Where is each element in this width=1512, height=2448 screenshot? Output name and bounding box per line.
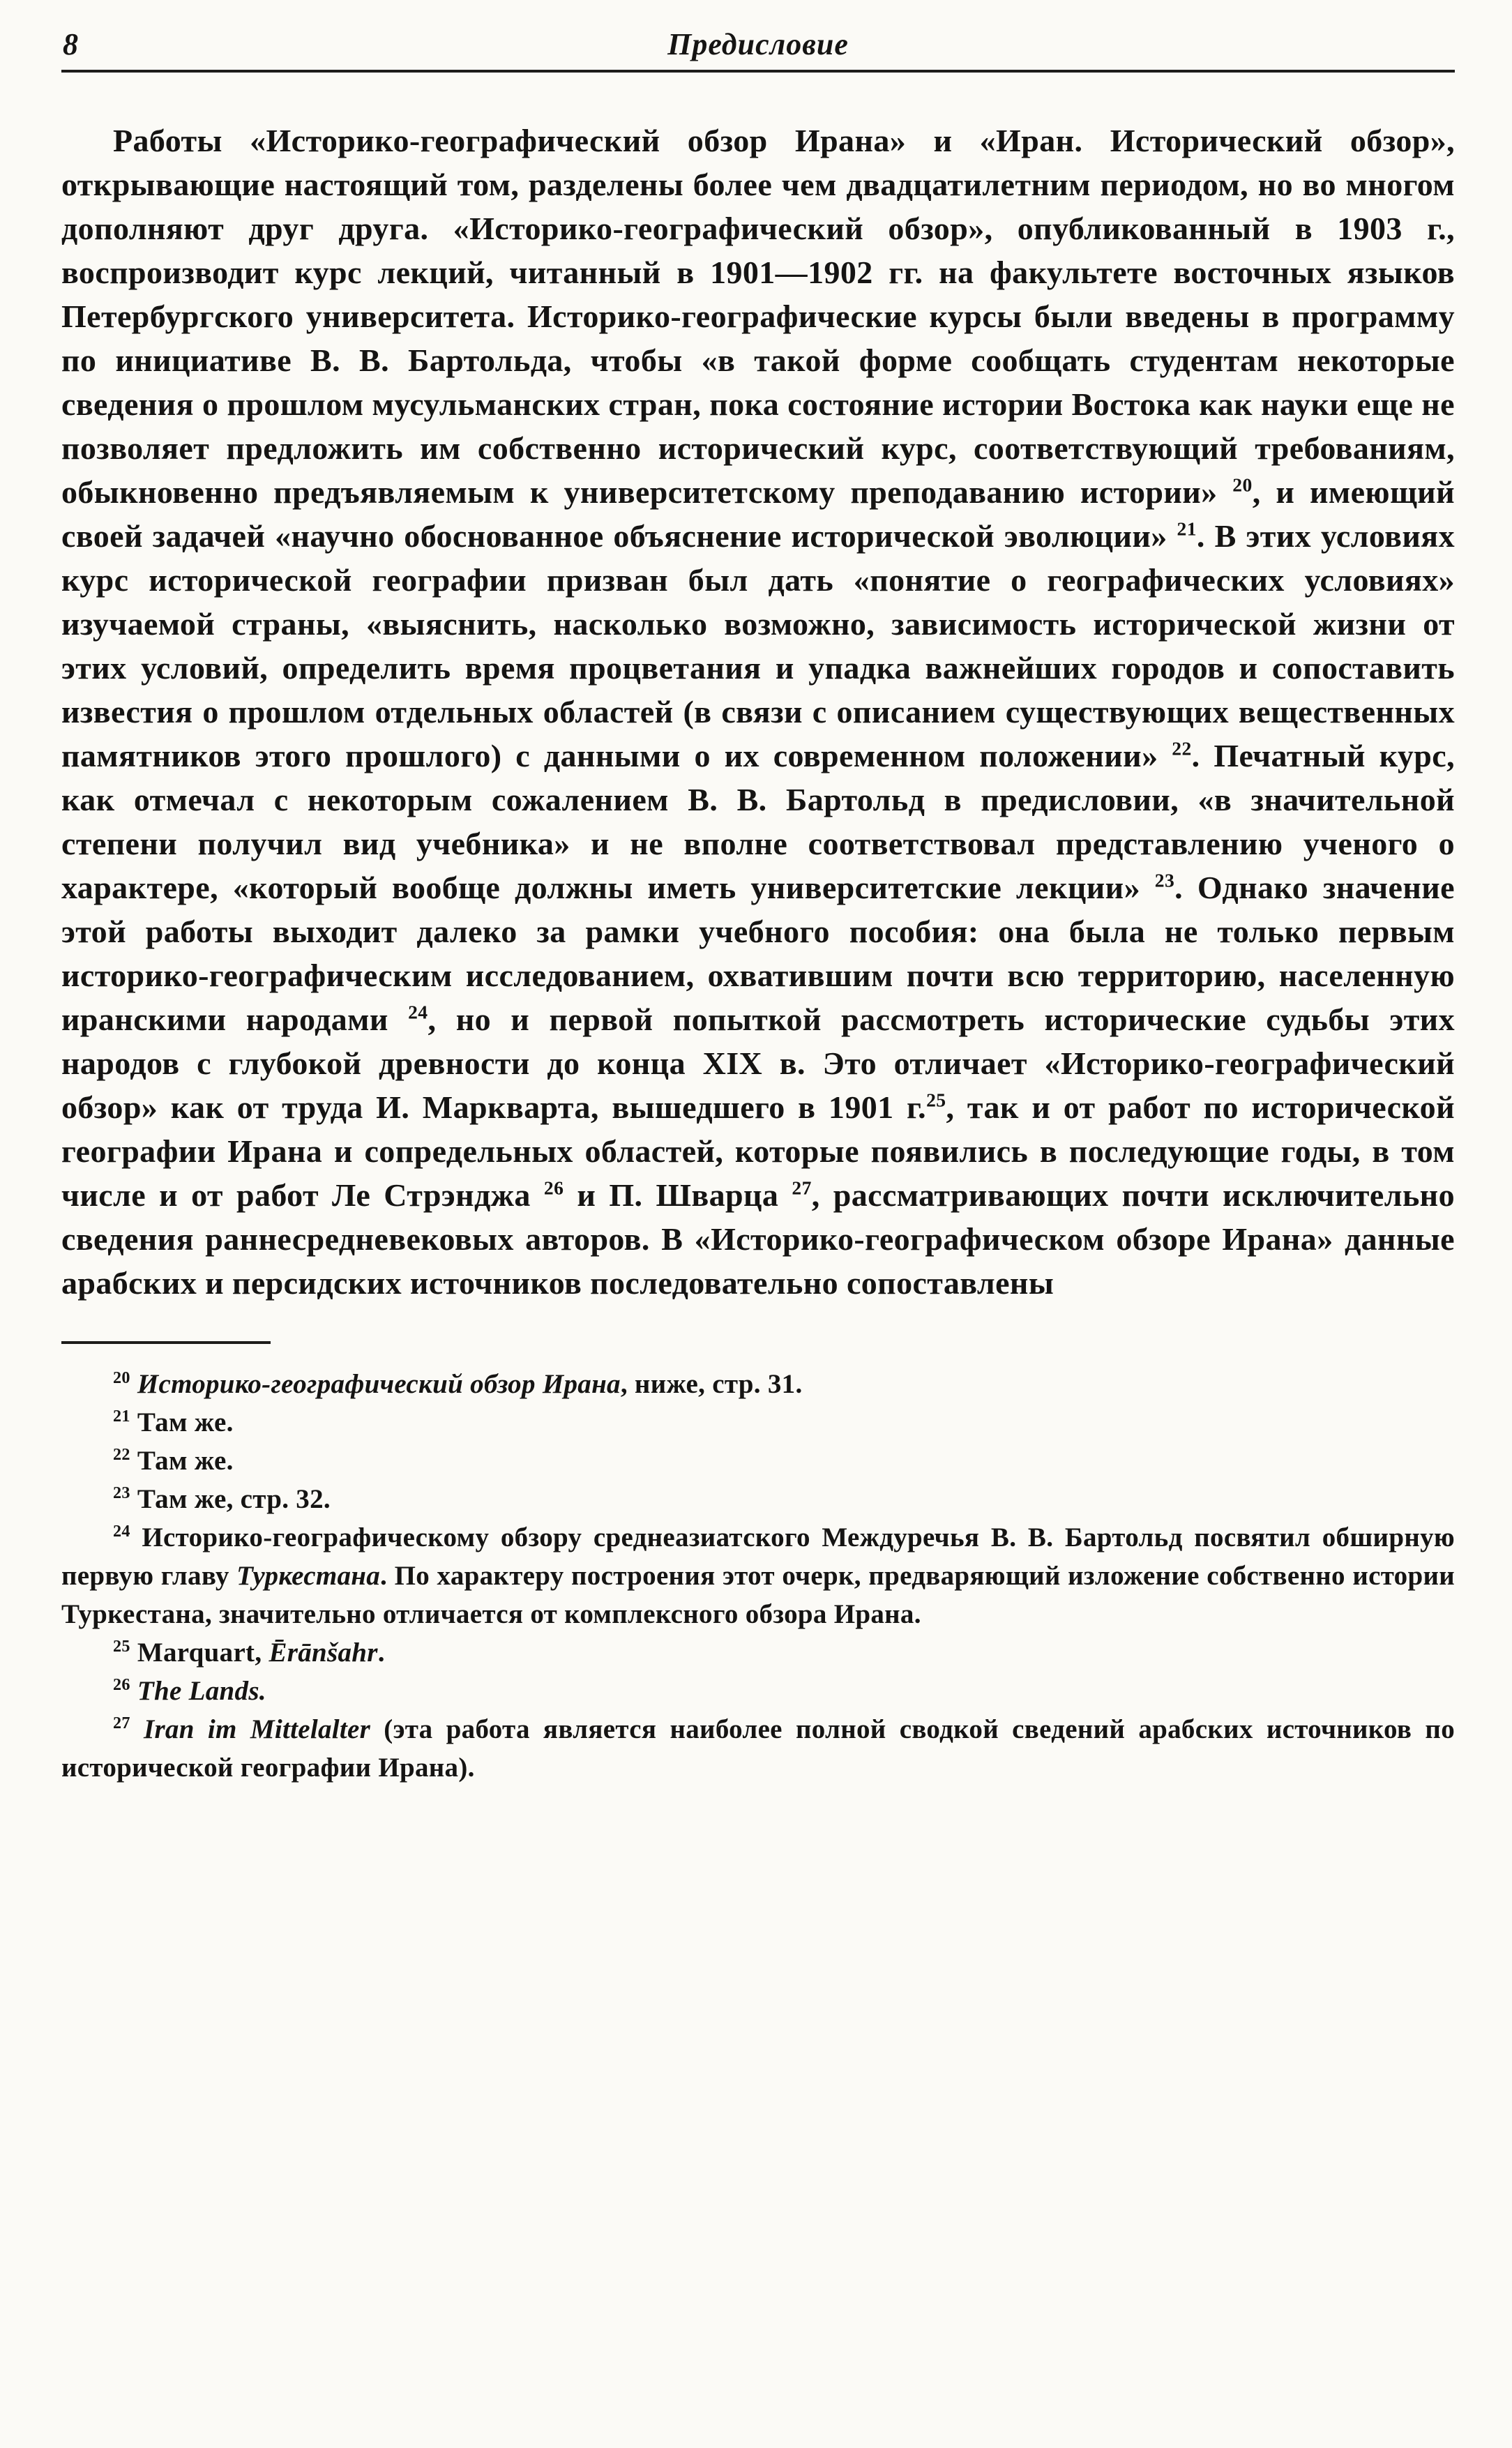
footnote-separator — [61, 1341, 271, 1344]
footnote-ref: 21 — [1177, 517, 1197, 540]
footnote-text: Там же, стр. 32. — [137, 1484, 331, 1514]
footnote-number: 20 — [113, 1368, 130, 1387]
footnote-text: Там же. — [137, 1446, 234, 1476]
footnote-number: 23 — [113, 1483, 130, 1502]
page-header — [61, 27, 1455, 73]
footnote-text: . — [377, 1638, 385, 1668]
footnote-text: , ниже, стр. 31. — [620, 1369, 803, 1399]
cited-work-title: Туркестана — [236, 1561, 381, 1591]
cited-work-title: Историко-географический обзор Ирана — [137, 1369, 621, 1399]
footnote-ref: 23 — [1154, 869, 1175, 891]
footnote-27 — [61, 1710, 1455, 1787]
footnote-number: 24 — [113, 1522, 130, 1541]
cited-work-title: Ērānšahr — [269, 1638, 378, 1668]
footnote-ref: 20 — [1232, 474, 1253, 496]
footnote-number: 27 — [113, 1714, 130, 1732]
page-number: 8 — [63, 27, 78, 61]
footnote-ref: 24 — [408, 1001, 428, 1023]
footnote-26 — [61, 1672, 1455, 1710]
footnote-text: Marquart, — [137, 1638, 269, 1668]
footnote-24 — [61, 1518, 1455, 1633]
footnote-text: Там же. — [137, 1407, 234, 1437]
footnote-ref: 27 — [792, 1177, 812, 1199]
footnote-20 — [61, 1365, 1455, 1403]
footnote-number: 26 — [113, 1675, 130, 1694]
header-title: Предисловие — [667, 27, 849, 61]
footnote-22 — [61, 1442, 1455, 1480]
cited-work-title: The Lands. — [137, 1676, 266, 1706]
footnote-23 — [61, 1480, 1455, 1518]
footnote-ref: 26 — [543, 1177, 564, 1199]
body-paragraph: Работы «Историко-географический обзор Ирана» и «Иран. Исторический обзор», открывающие настоящий том, разделены более чем двадцатилетним периодом, но во многом дополняют друг друга. «Историко-географический обзор», опубликованный в 1903 г., воспроизводит курс лекций, читанный в 1901—1902 гг. на факультете восточных языков Петербургского университета. Историко-географические курсы были введены в программу по инициативе В. В. Бартольда, чтобы «в такой форме сообщать студентам некоторые сведения о прошлом мусульманских стран, пока состояние истории Востока как науки еще не позволяет предложить им собственно исторический курс, соответствующий требованиям, обыкновенно предъявляемым к университетскому преподаванию истории» $^{20}$, и имеющий своей задачей «научно обоснованное объяснение исторической эволюции» $^{21}$. В этих условиях курс исторической географии призван был дать «понятие о географических условиях» изучаемой страны, «выяснить, насколько возможно, зависимость исторической жизни от этих условий, определить время процветания и упадка важнейших городов и сопоставить известия о прошлом отдельных областей (в связи с описанием существующих вещественных памятников этого прошлого) с данными о их современном положении» $^{22}$. Печатный курс, как отмечал с некоторым сожалением В. В. Бартольд в предисловии, «в значительной степени получил вид учебника» и не вполне соответствовал представлению ученого о характере, «который вообще должны иметь университетские лекции» $^{23}$. Однако значение этой работы выходит далеко за рамки учебного пособия: она была не только первым историко-географическим исследованием, охватившим почти всю территорию, населенную иранскими народами $^{24}$, но и первой попыткой рассмотреть исторические судьбы этих народов с глубокой древности до конца XIX в. Это отличает «Историко-географический обзор» как от труда И. Маркварта, вышедшего в 1901 г.$^{25}$, так и от работ по исторической географии Ирана и сопредельных областей, которые появились в последующие годы, в том числе и от работ Ле Стрэнджа $^{26}$ и П. Шварца $^{27}$, рассматривающих почти исключительно сведения раннесредневековых авторов. В «Историко-географическом обзоре Ирана» данные арабских и персидских источников последовательно сопоставлены — [61, 123, 1455, 1301]
footnote-text: . По характеру построения этот очерк, предваряющий изложение собственно истории Туркестана, значительно отличается от комплексного обзора Ирана. — [61, 1561, 1455, 1629]
footnote-21 — [61, 1403, 1455, 1442]
footnote-text: Историко-географическому обзору среднеазиатского Междуречья В. В. Бартольд посвятил обширную первую главу — [61, 1523, 1455, 1591]
cited-work-title: Iran im Mittelalter — [143, 1714, 371, 1744]
footnote-number: 21 — [113, 1407, 130, 1426]
footnotes-section — [61, 1365, 1455, 1787]
footnote-number: 22 — [113, 1445, 130, 1464]
footnote-text: (эта работа является наиболее полной сводкой сведений арабских источников по исторической географии Ирана). — [61, 1714, 1455, 1783]
footnote-ref: 25 — [926, 1089, 946, 1111]
footnote-number: 25 — [113, 1637, 130, 1656]
footnote-25 — [61, 1633, 1455, 1672]
footnote-ref: 22 — [1172, 737, 1192, 760]
